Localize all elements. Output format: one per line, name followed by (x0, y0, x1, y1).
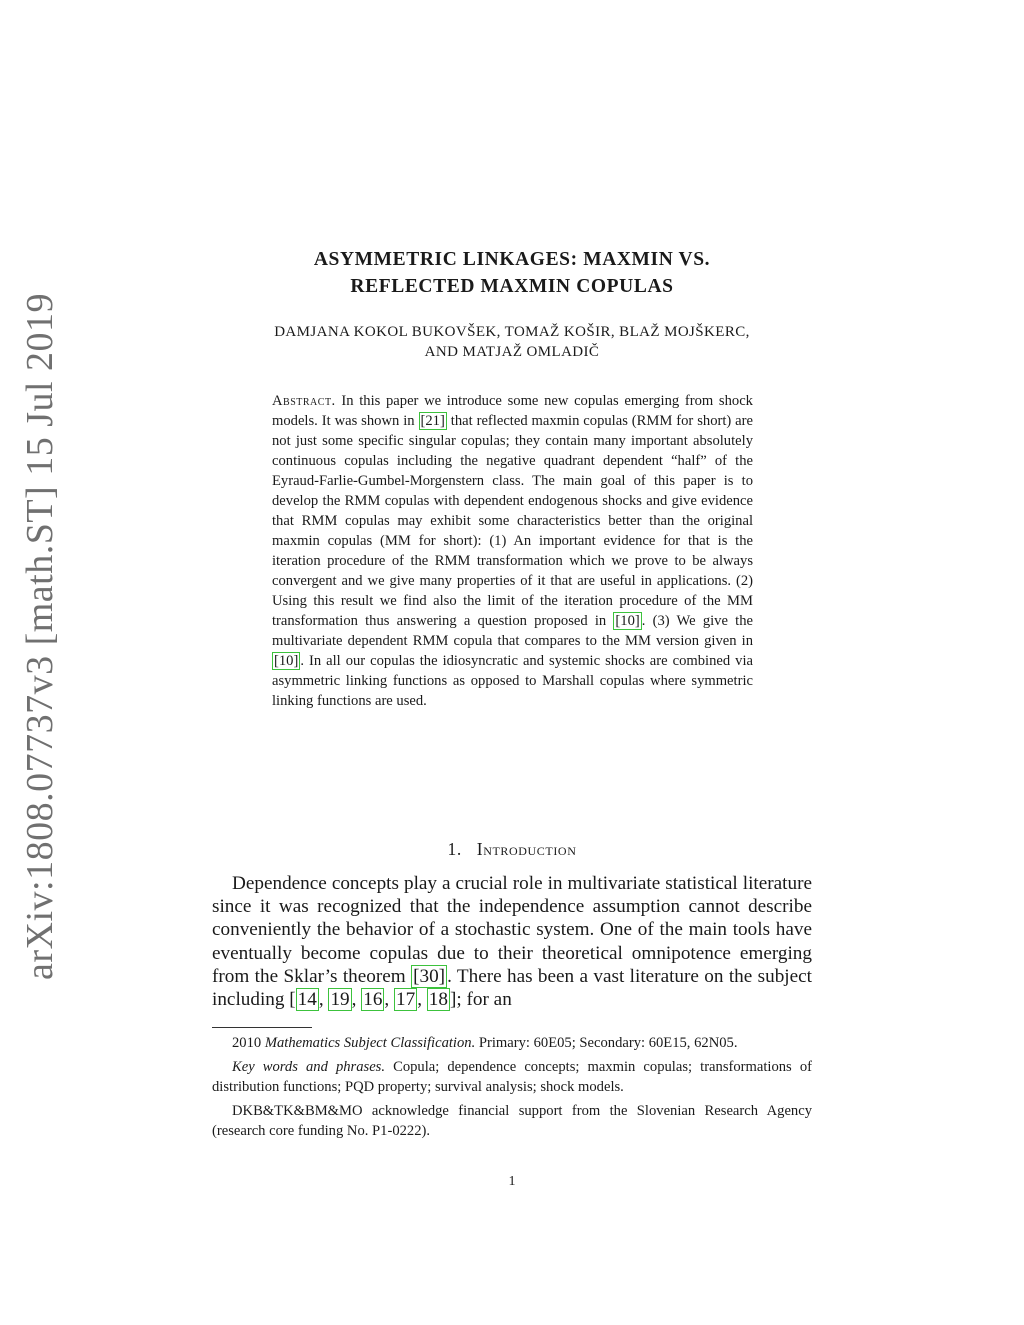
msc-label: Mathematics Subject Classification. (264, 1035, 476, 1051)
intro-text-2: . There has been a vast literature on the subject including (212, 965, 812, 1011)
intro-text-1: Dependence concepts play a crucial role in multivariate statistical literature since it was recognized that the independence assumption cannot describe conveniently the behavior of a stochastic system. One of the main tools have eventually become copulas due to their theoretical omnipotence emerging from the Sklar’s theorem (212, 873, 812, 987)
citation-link-16[interactable]: 16 (363, 989, 383, 1011)
citation-link-30[interactable]: [30] (413, 965, 446, 987)
citation-link-17[interactable]: 17 (396, 989, 416, 1011)
paper-title (212, 246, 812, 300)
funding-footnote: DKB&TK&BM&MO acknowledge financial support from the Slovenian Research Agency (research core funding No. P1-0222). (212, 1103, 812, 1139)
abstract (272, 391, 753, 711)
authors-line-2: AND MATJAŽ OMLADIČ (424, 344, 600, 360)
arxiv-identifier: arXiv:1808.07737v3 [math.ST] 15 Jul 2019 (19, 292, 61, 980)
keywords-footnote (212, 1057, 812, 1097)
abstract-text-2: that reflected maxmin copulas (RMM for short) are not just some specific singular copulas; they contain many important absolutely continuous copulas including the negative quadrant dependent “half” of the Eyraud-Farlie-Gumbel-Morgenstern class. The main goal of this paper is to develop the RMM copulas with dependent endogenous shocks and give evidence that RMM copulas may exhibit some characteristics better than the original maxmin copulas (MM for short): (1) An important evidence for that is the iteration procedure of the RMM transformation which we prove to be always convergent and we give many properties of it that are useful in applications. (2) Using this result we find also the limit of the iteration procedure of the MM transformation thus answering a question proposed in (272, 413, 753, 629)
intro-paragraph: Dependence concepts play a crucial role in multivariate statistical literature since it was recognized that the independence assumption cannot describe conveniently the behavior of a stochastic system. One of the main tools have eventually become copulas due to their theoretical omnipotence emerging from the Sklar’s theorem [30] . There has been a vast literature on the subject including [ 14 , 19 , 16 , 17 , 18 ]; for an (212, 873, 812, 1011)
title-line-2: REFLECTED MAXMIN COPULAS (350, 276, 674, 297)
author-list (212, 322, 812, 362)
footnote-rule (212, 1027, 312, 1028)
citation-link-19[interactable]: 19 (330, 989, 350, 1011)
citation-link-10[interactable]: [10] (615, 613, 640, 629)
citation-link-10-b[interactable]: [10] (274, 653, 299, 669)
abstract-text-1: In this paper we introduce some new copulas emerging from shock models. It was shown in (272, 393, 753, 429)
citation-link-18[interactable]: 18 (428, 989, 448, 1011)
citation-link-14[interactable]: 14 (297, 989, 317, 1011)
abstract-text-3: . (3) We give the multivariate dependent RMM copula that compares to the MM version given in (272, 613, 753, 649)
title-line-1: ASYMMETRIC LINKAGES: MAXMIN VS. (313, 249, 711, 270)
section-number: 1. (447, 839, 462, 859)
citation-link-21[interactable]: [21] (420, 413, 445, 429)
authors-line-1: DAMJANA KOKOL BUKOVŠEK, TOMAŽ KOŠIR, BLAŽ MOJŠKERC, (274, 324, 750, 340)
footnotes (212, 1033, 812, 1145)
msc-text: Primary: 60E05; Secondary: 60E15, 62N05. (478, 1035, 738, 1051)
abstract-label: Abstract. (272, 393, 336, 409)
keywords-label: Key words and phrases. (232, 1059, 386, 1075)
section-heading (212, 838, 812, 860)
page-number: 1 (508, 1174, 516, 1189)
intro-text-3: ; for an (456, 989, 512, 1011)
keywords-text: Copula; dependence concepts; maxmin copulas; transformations of distribution functions; PQD property; survival analysis; shock models. (212, 1059, 812, 1095)
msc-year: 2010 (232, 1035, 262, 1051)
abstract-text-4: . In all our copulas the idiosyncratic and systemic shocks are combined via asymmetric linking functions as opposed to Marshall copulas where symmetric linking functions are used. (272, 653, 753, 709)
msc-footnote (212, 1033, 812, 1053)
section-title: Introduction (476, 839, 577, 859)
